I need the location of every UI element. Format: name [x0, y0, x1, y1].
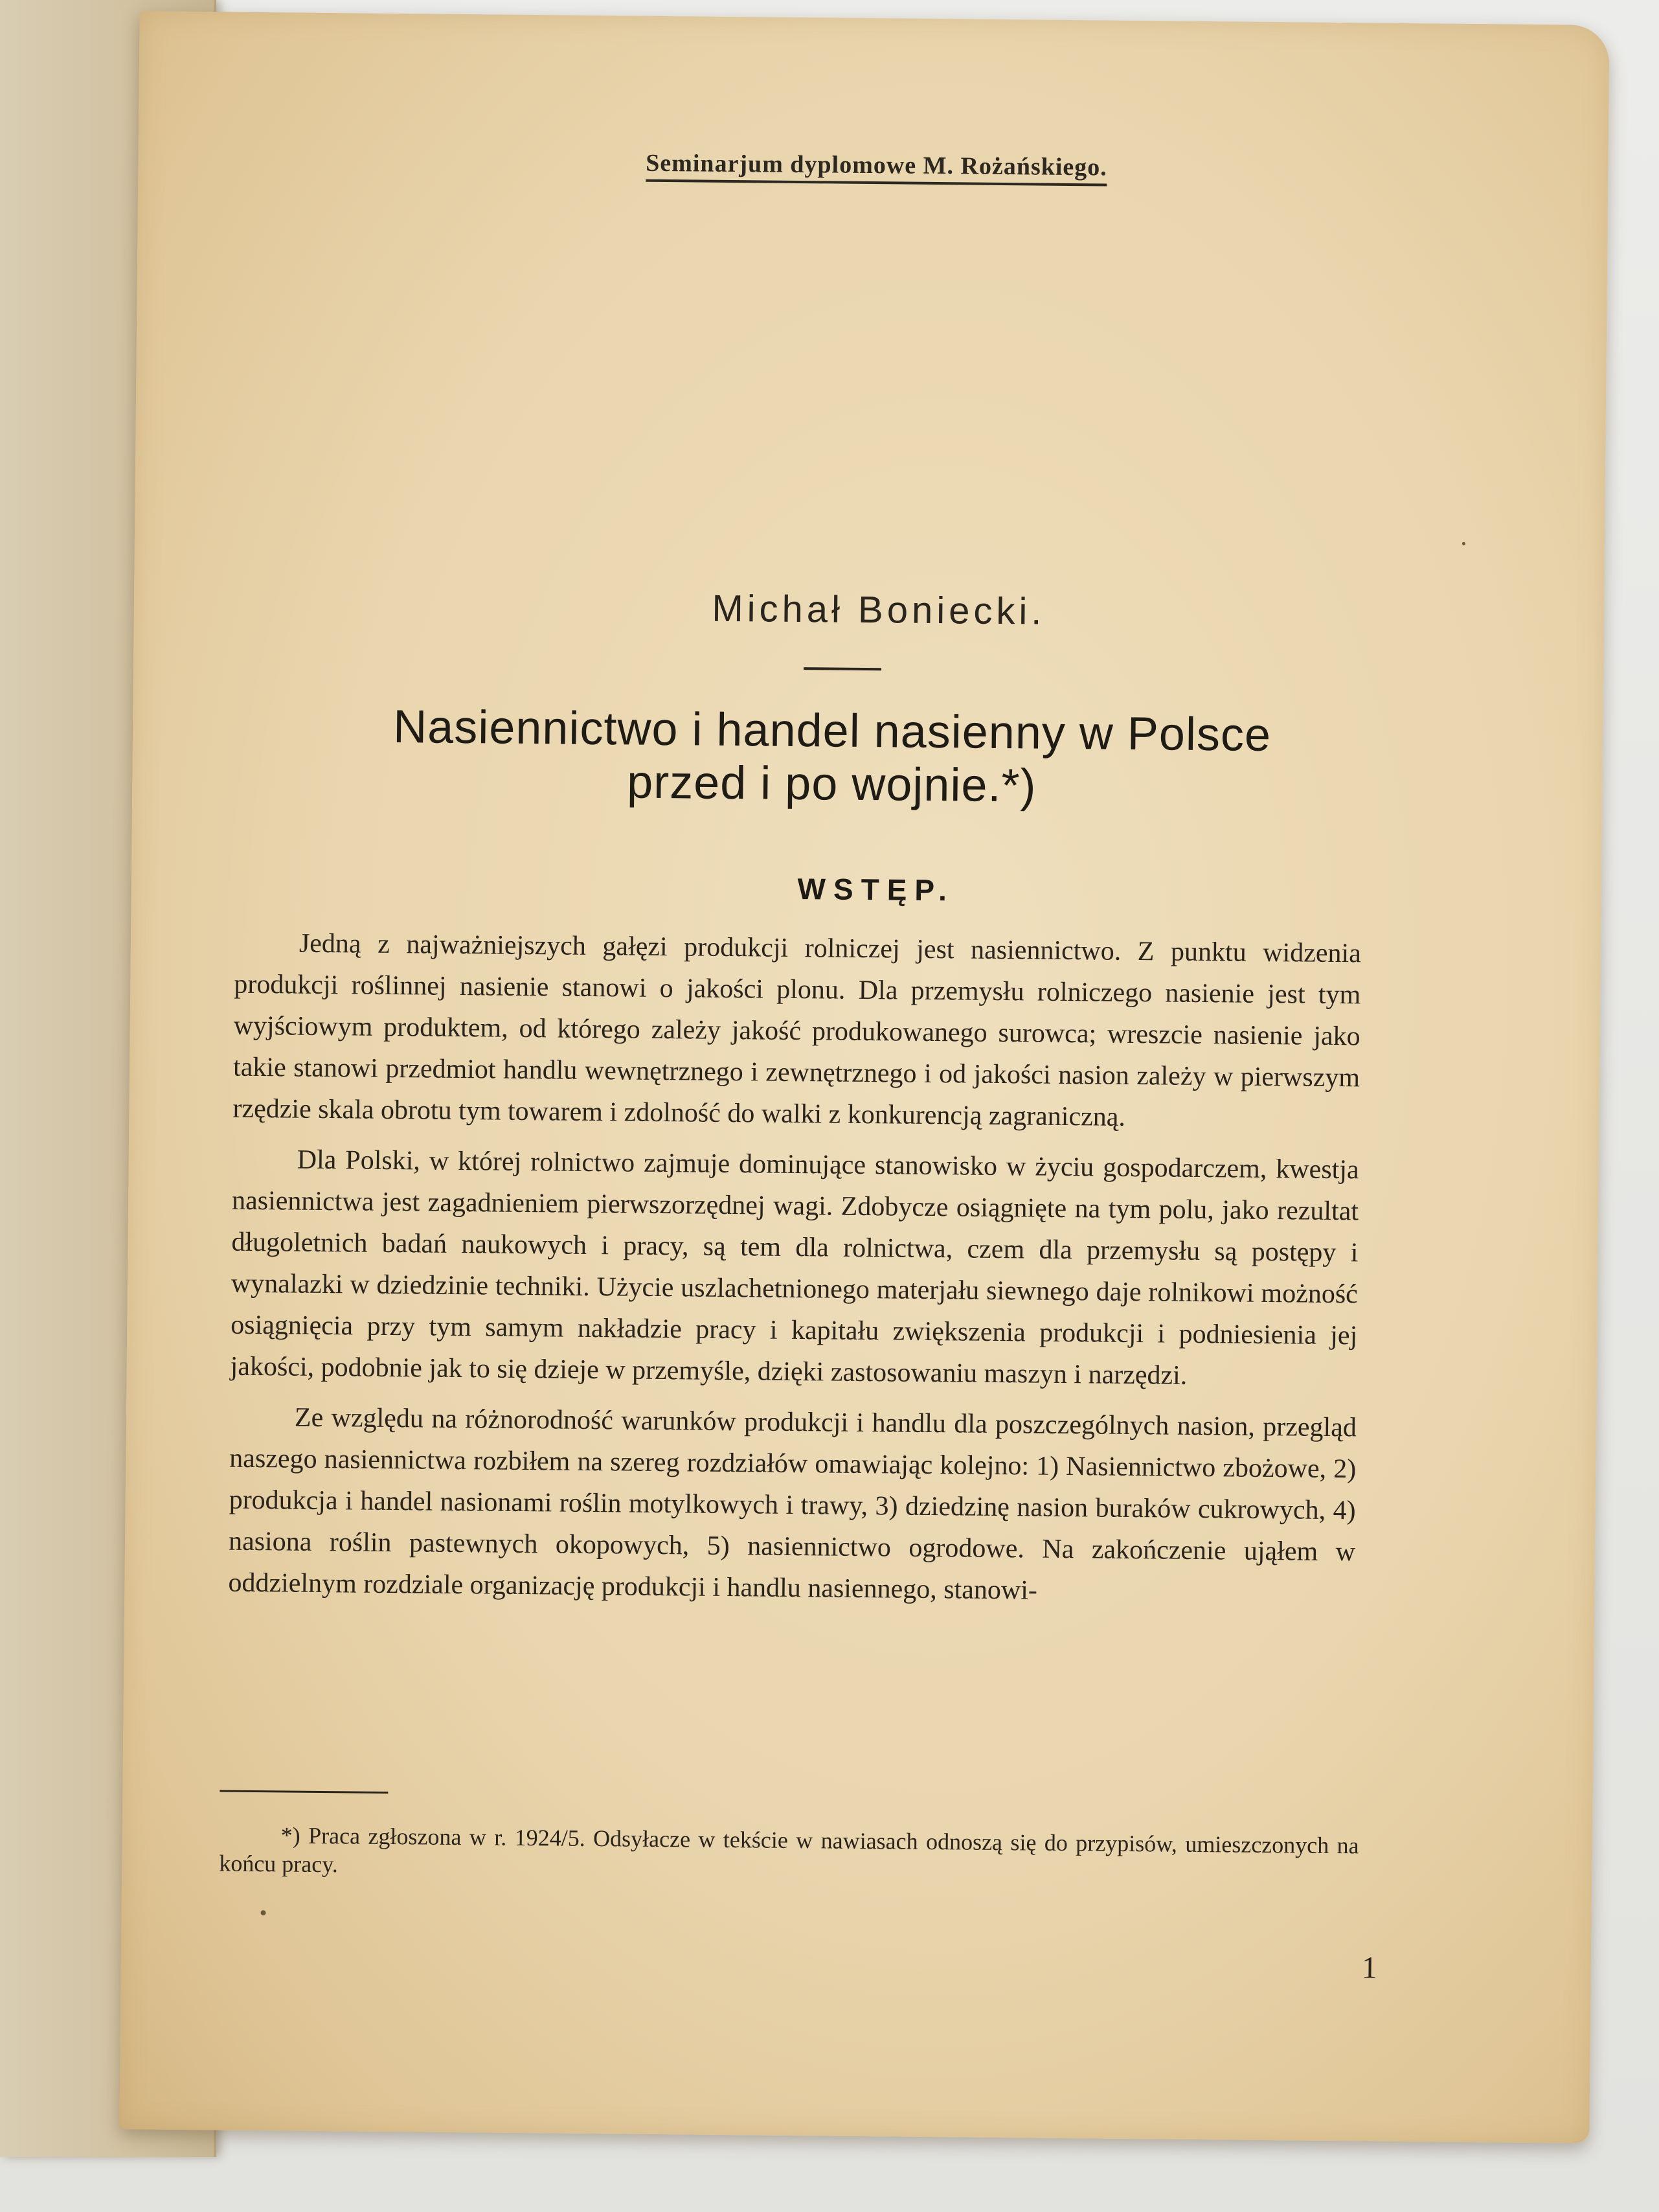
author-name: Michał Boniecki.	[712, 587, 1046, 633]
document-page	[119, 11, 1609, 2143]
paragraph: Jedną z najważniejszych gałęzi produkcji rolniczej jest nasiennictwo. Z punktu widzenia produkcji roślinnej nasienie stanowi o jakości plonu. Dla przemysłu rolniczego nasienie jest tym wyjściowym produktem, od którego zależy jakość produkowanego surowca; wreszcie nasienie jako takie stanowi przedmiot handlu wewnętrznego i zewnętrznego i od jakości nasion zależy w pierwszym rzędzie skala obrotu tym towarem i zdolność do walki z konkurencją zagraniczną.	[232, 928, 1362, 1132]
paragraph: Dla Polski, w której rolnictwo zajmuje dominujące stanowisko w życiu gospodarczem, kwestja nasiennictwa jest zagadnieniem pierwszorzędnej wagi. Zdobycze osiągnięte na tym polu, jako rezultat długoletnich badań naukowych i pracy, są tem dla rolnictwa, czem dla przemysłu są postępy i wynalazki w dziedzinie techniki. Użycie uszlachetnionego materjału siewnego daje rolnikowi możność osiągnięcia przy tym samym nakładzie pracy i kapitału zwiększenia produkcji i podniesienia jej jakości, podobnie jak to się dzieje w przemyśle, dzięki zastosowaniu maszyn i narzędzi.	[230, 1145, 1359, 1391]
footnote: *) Praca zgłoszona w r. 1924/5. Odsyłacze w tekście w nawiasach odnoszą się do przypisów, umieszczonych na końcu pracy.	[219, 1822, 1359, 1878]
paper-speck	[261, 1910, 266, 1915]
page-number: 1	[1361, 1950, 1378, 1985]
title-divider	[804, 667, 881, 670]
running-head	[552, 148, 1200, 183]
section-heading: WSTĘP.	[797, 871, 955, 907]
paragraph: Ze względu na różnorodność warunków produkcji i handlu dla poszczególnych nasion, przegląd naszego nasiennictwa rozbiłem na szereg rozdziałów omawiając kolejno: 1) Nasiennictwo zbożowe, 2) produkcja i handel nasionami roślin motylkowych i trawy, 3) dziedzinę nasion buraków cukrowych, 4) nasiona roślin pastewnych okopowych, 5) nasiennictwo ogrodowe. Na zakończenie ująłem w oddzielnym rozdziale organizację produkcji i handlu nasiennego, stanowi-	[228, 1402, 1357, 1606]
document-title	[281, 699, 1382, 815]
title-line-2: przed i po wojnie.*)	[626, 756, 1037, 812]
title-line-1: Nasiennictwo i handel nasienny w Polsce	[392, 700, 1272, 762]
body-text	[228, 922, 1361, 1624]
footnote-divider	[220, 1790, 388, 1793]
running-head-text: Seminarjum dyplomowe M. Rożańskiego.	[646, 150, 1107, 187]
paper-speck	[1462, 542, 1465, 545]
